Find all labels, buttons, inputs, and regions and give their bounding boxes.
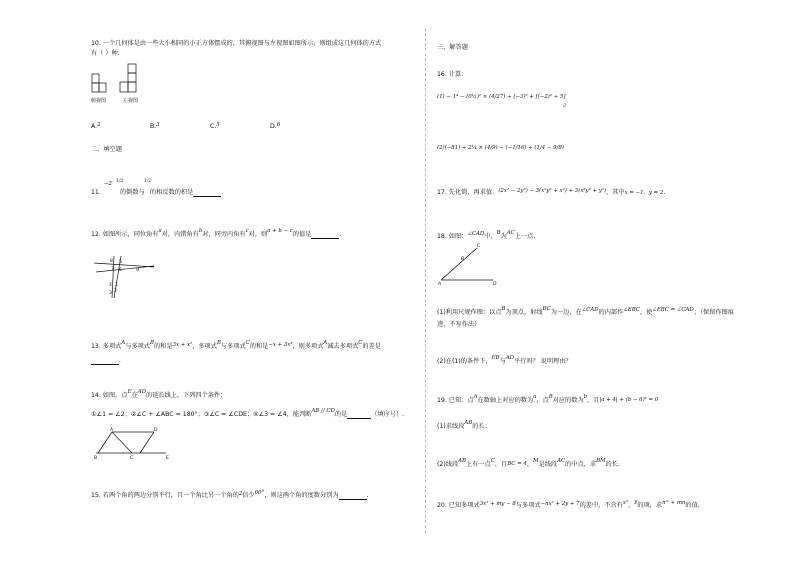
- q10-text2: 有（ ）种.: [91, 50, 120, 57]
- q12-label-3: 3: [109, 291, 112, 296]
- q15-text: 15. 若两个角的两边分别平行，且一个角比另一个角的2倍少60°，则这两个角的度数分别为 .: [91, 490, 369, 499]
- q14-label-d: D: [154, 428, 158, 433]
- q10-text: 10. 一个几何体是由一些大小相同的小正方体摆成的，其俯视图与左视图如图所示，则组成这几何体的方式: [91, 40, 382, 47]
- q11-prefix: 11.: [91, 189, 101, 196]
- q11-text2: 的相反数的积是 .: [150, 189, 224, 196]
- section-2-heading: 二、填空题: [91, 146, 122, 153]
- q14-label-c: C: [130, 456, 134, 461]
- q18-part2: (2)在(1)的条件下，EB与AD平行吗？ 说明理由？: [437, 355, 572, 365]
- q20-text: 20. 已知多项式3x² + my − 8与多项式−nx² + 2y + 7的差中，不含有x²，y的项，求nᵐ + mn的值.: [437, 499, 700, 509]
- column-divider: [425, 28, 426, 533]
- q10-option-c: C.5: [210, 122, 220, 130]
- q17-text: 17. 先化简，再求值：(2x² − 2y²) − 3(x²y² + x²) + 3(x²y² + y²)，其中x = −1，y = 2.: [437, 188, 666, 196]
- section-3-heading: 三、解答题: [437, 44, 468, 51]
- q14-label-b: B: [94, 456, 98, 461]
- q14-conditions: ①∠1 = ∠2；②∠C + ∠ABC = 180°；③∠C = ∠CDE；④∠3 = ∠4，能判断AB // CD的是 （填序号）.: [91, 408, 405, 418]
- q14-label-a: A: [110, 428, 114, 433]
- q10-option-a: A.2: [91, 122, 101, 130]
- q12-label-2: 2: [114, 289, 117, 294]
- q14-label-e: E: [166, 456, 169, 461]
- q16-title: 16. 计算：: [437, 71, 468, 78]
- q19-text: 19. 已知：点A在数轴上对应的数为a，点B对应的数为b，且|a + 4| + (b − 6)² = 0: [437, 394, 659, 404]
- q10-option-d: D.6: [270, 122, 281, 130]
- q12-text: 12. 如图所示，同位角有a对，内错角有b对，同旁内角有c对，则a + b − c的值是 .: [91, 228, 342, 238]
- q12-label-5: 5: [119, 260, 122, 265]
- q14-figure: [92, 428, 172, 460]
- q11-expr: −2: [104, 181, 112, 187]
- q18-part1-cont: 迹，不写作法）: [437, 321, 481, 328]
- q10-option-b: B.3: [150, 122, 160, 130]
- q18-label-a: A: [438, 282, 442, 287]
- q18-text: 18. 如图：∠CAD中，B为AC上一点.: [437, 230, 536, 240]
- q12-label-4: 4: [109, 283, 112, 288]
- q12-label-9: 9: [136, 268, 139, 273]
- q18-label-d: D: [493, 282, 497, 287]
- q12-label-8: 8: [110, 259, 113, 264]
- q18-label-b: B: [461, 257, 465, 262]
- q12-label-6: 6: [119, 268, 122, 273]
- q18-figure: [437, 240, 507, 285]
- q13-text: 13. 多项式A与多项式B的和是3x + x²，多项式B与多项式C的和是−x + 3x²，则多项式A减去多项式C的差是: [91, 340, 381, 350]
- q11-frac: 1/2: [116, 179, 124, 184]
- q16-part1-sup: 3: [563, 104, 566, 109]
- q19-part1: (1)求线段AB的长；: [437, 420, 491, 430]
- q16-part1: (1) − 1⁴ − (0½)² × (4/27) ÷ (−3)² + [(−2)² ÷ 5]: [437, 94, 566, 100]
- q18-label-c: C: [477, 244, 481, 249]
- q11-text: 的倒数与: [120, 189, 145, 196]
- q10-fig-label-top: 俯视图: [91, 98, 107, 104]
- q19-part2: (2)线段AB上有一点C，且BC = 4，M是线段AC的中点，求BM的长.: [437, 458, 620, 468]
- q16-part2: (2)(−81) ÷ 2¼ × (4/9) − (−1/16) ÷ (1/4 − 9/8): [437, 145, 564, 151]
- q13-blank: .: [91, 357, 121, 365]
- q12-figure: [92, 254, 162, 299]
- q18-part1: (1)利用尺规作图：以点B为顶点，射线BC为一边，在∠CAD的内部作∠EBC，使∠EBC = ∠CAD；（保留作图痕: [437, 306, 734, 316]
- q12-label-7: 7: [111, 267, 114, 272]
- q12-label-1: 1: [115, 283, 118, 288]
- q10-fig-label-left: 左视图: [123, 98, 139, 104]
- q11-frac2: 1/2: [144, 179, 152, 184]
- q14-text: 14. 如图，点E在AD的延长线上，下列四个条件：: [91, 389, 227, 399]
